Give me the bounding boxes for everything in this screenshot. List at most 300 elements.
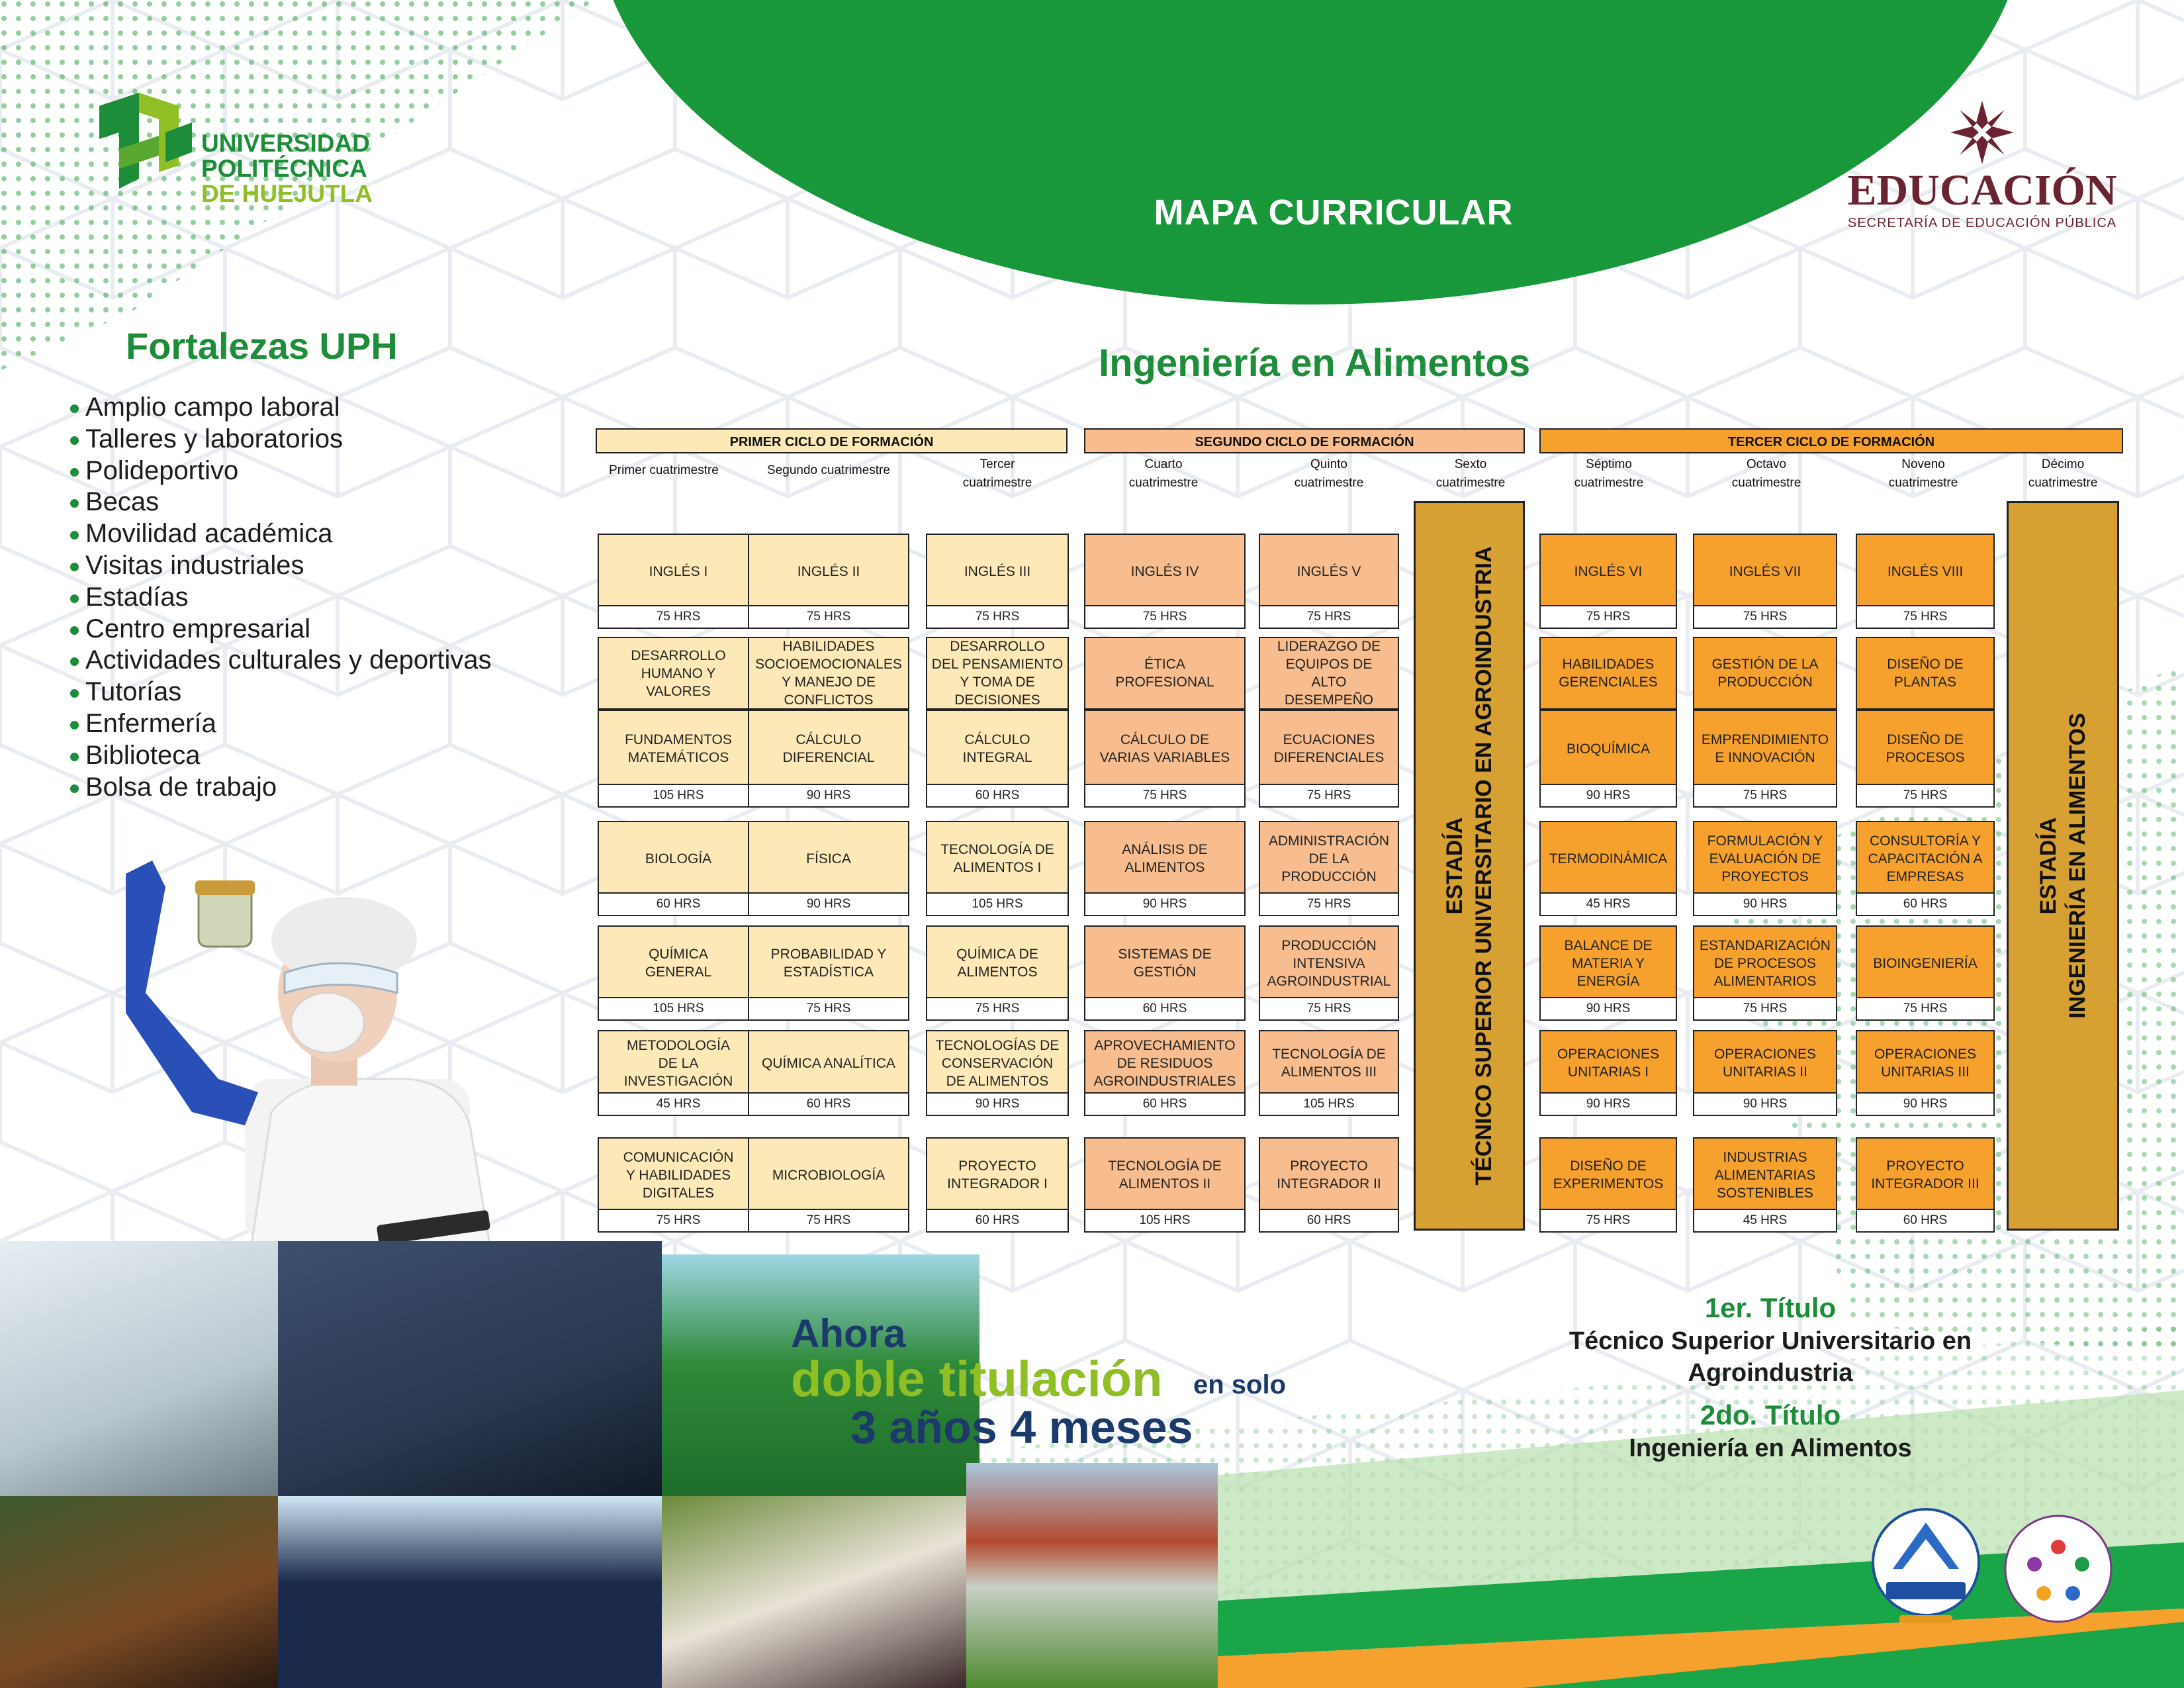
course-name-line: TECNOLOGÍA DE xyxy=(1108,1158,1222,1174)
bullet-icon xyxy=(70,468,79,477)
fortaleza-item xyxy=(70,677,492,708)
fortaleza-label: Biblioteca xyxy=(85,740,201,770)
course-name xyxy=(1085,1139,1244,1211)
course-cell xyxy=(926,637,1069,710)
course-cell xyxy=(1693,925,1837,1021)
term-header xyxy=(749,461,908,480)
course-name-line: DESARROLLO xyxy=(631,647,726,663)
sep-subtitle: SECRETARÍA DE EDUCACIÓN PÚBLICA xyxy=(1847,216,2117,230)
course-name-line: BALANCE DE xyxy=(1564,937,1653,953)
course-name-line: CAPACITACIÓN A xyxy=(1868,851,1983,867)
sep-logo xyxy=(1840,99,2124,238)
course-cell xyxy=(1539,821,1677,916)
cycle-header: PRIMER CICLO DE FORMACIÓN xyxy=(596,428,1068,453)
term-header-line: Octavo xyxy=(1746,457,1787,471)
course-name-line: BIOINGENIERÍA xyxy=(1873,955,1978,971)
course-name-line: CONSULTORÍA Y xyxy=(1869,833,1981,849)
course-name-line: CONFLICTOS xyxy=(784,692,874,708)
photo-building xyxy=(278,1496,662,1688)
course-name-line: ANÁLISIS DE xyxy=(1122,842,1208,857)
course-cell xyxy=(1856,1030,1995,1116)
fortaleza-item xyxy=(70,487,492,518)
fortaleza-label: Talleres y laboratorios xyxy=(85,424,343,453)
second-title-label: 2do. Título xyxy=(1700,1399,1841,1430)
course-name-line: CÁLCULO xyxy=(964,732,1030,747)
fortaleza-item xyxy=(70,455,492,487)
course-hours: 60 HRS xyxy=(927,784,1068,806)
scientist-illustration xyxy=(99,861,510,1244)
course-hours: 75 HRS xyxy=(1694,997,1836,1019)
course-name-line: INTEGRADOR II xyxy=(1277,1176,1381,1192)
course-cell xyxy=(1856,821,1995,916)
course-cell xyxy=(1693,1137,1837,1233)
course-name xyxy=(1857,711,1993,786)
first-title-name-1: Técnico Superior Universitario en xyxy=(1569,1327,1972,1355)
term-header xyxy=(1391,455,1550,492)
term-header xyxy=(918,455,1077,492)
course-name-line: SOCIOEMOCIONALES xyxy=(755,657,902,672)
course-cell xyxy=(748,821,909,916)
course-cell xyxy=(1084,821,1246,916)
course-name-line: PROCESOS xyxy=(1886,750,1965,765)
course-name-line: ALIMENTOS III xyxy=(1281,1064,1377,1080)
course-name xyxy=(749,1031,908,1095)
term-header-line: cuatrimestre xyxy=(1731,476,1801,490)
estadia-ingenieria-line: ESTADÍA xyxy=(2036,817,2061,915)
term-header-line: Tercer xyxy=(979,457,1015,471)
fortaleza-item xyxy=(70,518,492,550)
fortaleza-label: Polideportivo xyxy=(85,455,239,485)
course-name-line: UNITARIAS II xyxy=(1723,1064,1807,1080)
course-name xyxy=(1857,1139,1993,1211)
course-hours: 60 HRS xyxy=(1260,1209,1398,1231)
course-cell xyxy=(1084,637,1246,710)
term-header xyxy=(1687,455,1846,492)
estadia-ingenieria-text xyxy=(2034,713,2092,1019)
course-hours: 75 HRS xyxy=(1541,1209,1676,1231)
course-name xyxy=(1541,927,1676,1000)
course-hours: 60 HRS xyxy=(749,1092,908,1115)
course-name xyxy=(927,535,1068,608)
course-name xyxy=(1857,927,1993,1000)
fortaleza-label: Estadías xyxy=(85,582,189,612)
course-name xyxy=(927,1139,1068,1211)
course-cell xyxy=(1856,925,1995,1021)
course-name xyxy=(1694,1139,1836,1211)
estadia-tsu-line: ESTADÍA xyxy=(1442,817,1467,915)
university-name-line-1: UNIVERSIDAD xyxy=(201,130,370,157)
course-name xyxy=(1541,822,1676,895)
course-name-line: DIFERENCIALES xyxy=(1273,750,1385,765)
course-hours: 105 HRS xyxy=(599,784,758,806)
bullet-icon xyxy=(70,721,79,729)
course-name xyxy=(599,711,758,786)
promo-line-1: Ahora xyxy=(791,1311,906,1356)
course-name xyxy=(1541,711,1676,786)
course-name xyxy=(749,535,908,608)
course-cell xyxy=(1084,925,1246,1021)
course-name-line: FÍSICA xyxy=(806,851,851,867)
course-cell xyxy=(926,925,1069,1021)
course-name-line: INGLÉS II xyxy=(797,563,860,579)
course-cell xyxy=(1693,1030,1837,1116)
course-name-line: MATERIA Y xyxy=(1571,955,1645,971)
course-name-line: GENERAL xyxy=(645,964,712,980)
course-name xyxy=(1694,822,1836,895)
course-name-line: MATEMÁTICOS xyxy=(627,750,729,765)
course-name xyxy=(1694,1031,1836,1095)
course-cell xyxy=(1259,821,1399,916)
bullet-icon xyxy=(70,784,79,793)
course-name xyxy=(1694,638,1836,708)
estadia-tsu-text xyxy=(1440,546,1498,1185)
degree-titles xyxy=(1522,1291,2019,1464)
course-hours: 75 HRS xyxy=(1085,605,1244,628)
bullet-icon xyxy=(70,753,79,761)
course-cell xyxy=(1084,710,1246,808)
course-name xyxy=(927,1031,1068,1095)
fortaleza-item xyxy=(70,708,492,740)
course-name-line: INTEGRADOR III xyxy=(1871,1176,1979,1192)
course-name-line: ALIMENTARIAS xyxy=(1714,1167,1816,1183)
course-name-line: METODOLOGÍA xyxy=(627,1037,730,1053)
sep-word: EDUCACIÓN xyxy=(1847,166,2117,214)
term-header xyxy=(1529,455,1688,492)
course-name-line: PLANTAS xyxy=(1893,675,1957,690)
course-name xyxy=(1857,638,1993,708)
course-cell xyxy=(748,1137,909,1233)
term-header-line: cuatrimestre xyxy=(1435,476,1506,490)
course-name-line: PRODUCCIÓN xyxy=(1281,868,1377,884)
course-name-line: ÉTICA xyxy=(1144,657,1185,672)
course-name-line: ALIMENTARIOS xyxy=(1713,973,1817,989)
course-name-line: QUÍMICA ANALÍTICA xyxy=(762,1055,895,1071)
fortaleza-item xyxy=(70,614,492,645)
bullet-icon xyxy=(70,689,79,698)
course-name xyxy=(1541,535,1676,608)
course-hours: 90 HRS xyxy=(1694,892,1836,915)
photo-food-fair xyxy=(0,1496,278,1688)
course-cell xyxy=(598,821,759,916)
course-name xyxy=(1857,822,1993,895)
course-name xyxy=(927,638,1068,708)
course-name-line: DESEMPEÑO xyxy=(1284,692,1374,708)
course-name-line: APROVECHAMIENTO xyxy=(1094,1037,1236,1053)
course-name-line: ALIMENTOS xyxy=(1124,860,1205,875)
course-name xyxy=(927,927,1068,1000)
course-cell xyxy=(1259,534,1399,629)
fortalezas-list xyxy=(70,392,492,803)
course-name-line: CÁLCULO xyxy=(796,732,862,747)
course-hours: 90 HRS xyxy=(1857,1092,1993,1115)
course-cell xyxy=(1856,534,1995,629)
university-name-line-3: DE HUEJUTLA xyxy=(201,180,373,207)
course-hours: 60 HRS xyxy=(1085,997,1244,1019)
fortaleza-label: Bolsa de trabajo xyxy=(85,772,277,802)
course-name-line: INDUSTRIAS xyxy=(1723,1149,1807,1165)
course-hours: 105 HRS xyxy=(1260,1092,1398,1115)
fortaleza-item xyxy=(70,550,492,582)
course-cell xyxy=(598,710,759,808)
photo-students-group xyxy=(966,1463,1218,1688)
course-name xyxy=(599,638,758,708)
course-name xyxy=(927,711,1068,786)
course-name-line: CÁLCULO DE xyxy=(1120,732,1210,747)
term-header xyxy=(1250,455,1408,492)
estadia-ingenieria xyxy=(2007,501,2119,1231)
course-name-line: DE LA xyxy=(1308,851,1349,867)
page-title: MAPA CURRICULAR xyxy=(1154,193,1514,232)
term-header-line: cuatrimestre xyxy=(1574,476,1644,490)
photo-gym xyxy=(0,1241,278,1496)
term-header-line: Séptimo xyxy=(1586,457,1632,471)
course-name xyxy=(1085,638,1244,708)
course-cell xyxy=(598,1030,759,1116)
course-name-line: VARIAS VARIABLES xyxy=(1099,750,1230,765)
course-cell xyxy=(1693,534,1837,629)
course-name-line: BIOQUÍMICA xyxy=(1566,741,1650,757)
course-hours: 105 HRS xyxy=(927,892,1068,915)
course-name xyxy=(1857,535,1993,608)
course-hours: 75 HRS xyxy=(749,997,908,1019)
course-name-line: DISEÑO DE xyxy=(1570,1158,1647,1174)
course-hours: 90 HRS xyxy=(927,1092,1068,1115)
course-cell xyxy=(1539,710,1677,808)
course-cell xyxy=(1856,710,1995,808)
bullet-icon xyxy=(70,404,79,413)
course-name-line: Y TOMA DE xyxy=(960,675,1035,690)
photo-library xyxy=(662,1496,966,1688)
course-hours: 75 HRS xyxy=(1541,605,1676,628)
term-header xyxy=(584,461,743,480)
course-cell xyxy=(1259,925,1399,1021)
course-name-line: GESTIÓN xyxy=(1133,964,1197,980)
term-header xyxy=(1084,455,1243,492)
course-hours: 75 HRS xyxy=(1694,605,1836,628)
course-name-line: INGLÉS IV xyxy=(1130,563,1199,579)
course-cell xyxy=(1539,1030,1677,1116)
course-hours: 90 HRS xyxy=(1694,1092,1836,1115)
course-name xyxy=(1260,1031,1398,1095)
promo-line-2: doble titulación xyxy=(791,1351,1163,1407)
term-header-line: Segundo cuatrimestre xyxy=(767,463,890,477)
bullet-icon xyxy=(70,626,79,635)
fortaleza-item xyxy=(70,424,492,455)
fortaleza-label: Movilidad académica xyxy=(85,519,333,549)
course-cell xyxy=(598,1137,759,1233)
course-name xyxy=(599,1031,758,1095)
course-name-line: PROYECTO xyxy=(1886,1158,1964,1174)
course-name-line: HUMANO Y xyxy=(641,665,716,681)
course-hours: 75 HRS xyxy=(1260,605,1398,628)
course-name-line: VALORES xyxy=(646,683,711,699)
course-name xyxy=(599,927,758,1000)
course-hours: 105 HRS xyxy=(1085,1209,1244,1231)
course-name-line: EMPRESAS xyxy=(1886,868,1964,884)
course-name-line: INGLÉS I xyxy=(649,563,708,579)
course-name xyxy=(1541,1139,1676,1211)
course-hours: 75 HRS xyxy=(749,1209,908,1231)
course-cell xyxy=(748,1030,909,1116)
course-name-line: UNITARIAS III xyxy=(1881,1064,1970,1080)
term-header-line: cuatrimestre xyxy=(962,476,1032,490)
course-cell xyxy=(1693,821,1837,916)
course-name xyxy=(1694,711,1836,786)
course-name-line: INVESTIGACIÓN xyxy=(623,1073,733,1089)
equality-seal xyxy=(1999,1509,2118,1628)
course-name-line: PROFESIONAL xyxy=(1115,675,1214,690)
course-cell xyxy=(1539,1137,1677,1233)
course-name-line: ALIMENTOS II xyxy=(1118,1176,1211,1192)
course-cell xyxy=(926,534,1069,629)
course-hours: 45 HRS xyxy=(1541,892,1676,915)
first-title-name-2: Agroindustria xyxy=(1688,1359,1853,1387)
course-hours: 90 HRS xyxy=(749,892,908,915)
course-name-line: GESTIÓN DE LA xyxy=(1711,657,1819,672)
course-name xyxy=(1541,1031,1676,1095)
fortaleza-label: Visitas industriales xyxy=(85,550,304,580)
university-name-line-2: POLITÉCNICA xyxy=(201,155,367,182)
course-name-line: E INNOVACIÓN xyxy=(1715,750,1815,765)
course-hours: 75 HRS xyxy=(1857,784,1993,806)
bullet-icon xyxy=(70,436,79,445)
course-cell xyxy=(1259,1137,1399,1233)
course-name-line: AGROINDUSTRIAL xyxy=(1267,973,1391,989)
course-hours: 75 HRS xyxy=(1260,892,1398,915)
course-name-line: DE ALIMENTOS xyxy=(946,1073,1049,1089)
course-hours: 75 HRS xyxy=(599,1209,758,1231)
course-name-line: UNITARIAS I xyxy=(1567,1064,1649,1080)
course-cell xyxy=(1084,1030,1246,1116)
term-header-line: Quinto xyxy=(1310,457,1347,471)
promo-line-3: 3 años 4 meses xyxy=(850,1401,1193,1453)
course-name-line: HABILIDADES xyxy=(782,639,875,654)
course-name-line: OPERACIONES xyxy=(1874,1047,1977,1062)
bullet-icon xyxy=(70,594,79,603)
course-cell xyxy=(748,710,909,808)
course-name-line: PROBABILIDAD Y xyxy=(770,947,887,962)
course-name-line: DE RESIDUOS xyxy=(1116,1055,1213,1071)
course-cell xyxy=(1856,637,1995,710)
course-hours: 60 HRS xyxy=(1857,1209,1993,1231)
course-name-line: HABILIDADES xyxy=(1562,657,1655,672)
course-name-line: PROYECTO xyxy=(958,1158,1036,1174)
course-name-line: TECNOLOGÍAS DE xyxy=(935,1037,1060,1053)
course-hours: 75 HRS xyxy=(749,605,908,628)
term-header-line: Noveno xyxy=(1901,457,1945,471)
course-name xyxy=(1085,711,1244,786)
course-name xyxy=(1085,927,1244,1000)
course-name-line: GERENCIALES xyxy=(1559,675,1658,690)
course-name-line: INGLÉS III xyxy=(964,563,1031,579)
course-name xyxy=(1260,711,1398,786)
course-cell xyxy=(926,1030,1069,1116)
estadia-tsu-line: TÉCNICO SUPERIOR UNIVERSITARIO EN AGROINDUSTRIA xyxy=(1471,546,1496,1186)
course-cell xyxy=(1856,1137,1995,1233)
fortalezas-title: Fortalezas UPH xyxy=(126,325,398,367)
course-cell xyxy=(748,534,909,629)
bullet-icon xyxy=(70,563,79,571)
course-cell xyxy=(748,637,909,710)
course-hours: 75 HRS xyxy=(927,997,1068,1019)
course-name xyxy=(927,822,1068,895)
course-hours: 75 HRS xyxy=(599,605,758,628)
course-name-line: QUÍMICA xyxy=(649,947,708,962)
course-name-line: PROYECTOS xyxy=(1721,868,1809,884)
course-name-line: DE LA xyxy=(658,1055,699,1071)
course-name-line: OPERACIONES xyxy=(1713,1047,1817,1062)
course-name-line: SOSTENIBLES xyxy=(1717,1185,1813,1201)
course-name-line: ENERGÍA xyxy=(1576,973,1640,989)
fortaleza-item xyxy=(70,645,492,677)
course-name xyxy=(1694,927,1836,1000)
course-name xyxy=(1085,535,1244,608)
term-header-line: Sexto xyxy=(1454,457,1487,471)
course-name-line: INTENSIVA xyxy=(1293,955,1365,971)
course-name-line: EMPRENDIMIENTO xyxy=(1701,732,1829,747)
course-hours: 75 HRS xyxy=(927,605,1068,628)
second-title-name: Ingeniería en Alimentos xyxy=(1629,1434,1912,1462)
course-name-line: MICROBIOLOGÍA xyxy=(772,1167,886,1183)
first-title-label: 1er. Título xyxy=(1704,1292,1837,1323)
course-cell xyxy=(926,1137,1069,1233)
course-name-line: DIGITALES xyxy=(642,1185,715,1201)
bullet-icon xyxy=(70,531,79,539)
course-name xyxy=(599,1139,758,1211)
course-hours: 90 HRS xyxy=(1085,892,1244,915)
course-name-line: DISEÑO DE xyxy=(1887,657,1964,672)
estadia-ingenieria-line: INGENIERÍA EN ALIMENTOS xyxy=(2065,713,2090,1019)
term-header-line: Décimo xyxy=(2041,457,2085,471)
course-name-line: CONSERVACIÓN xyxy=(941,1055,1054,1071)
course-cell xyxy=(926,821,1069,916)
course-name xyxy=(599,535,758,608)
course-name xyxy=(1260,535,1398,608)
course-name-line: PROYECTO xyxy=(1290,1158,1368,1174)
course-name-line: DIFERENCIAL xyxy=(782,750,875,765)
course-hours: 75 HRS xyxy=(1260,784,1398,806)
promo-line-2b: en solo xyxy=(1193,1370,1287,1399)
term-header-line: Primer cuatrimestre xyxy=(609,463,719,477)
course-name-line: PRODUCCIÓN xyxy=(1281,937,1377,953)
course-cell xyxy=(748,925,909,1021)
course-hours: 45 HRS xyxy=(1694,1209,1836,1231)
course-cell xyxy=(1693,710,1837,808)
course-hours: 60 HRS xyxy=(1085,1092,1244,1115)
course-name-line: AGROINDUSTRIALES xyxy=(1093,1073,1236,1089)
fortaleza-label: Tutorías xyxy=(85,677,182,707)
course-hours: 75 HRS xyxy=(1857,605,1993,628)
career-title: Ingeniería en Alimentos xyxy=(1099,342,1531,385)
cycle-header: TERCER CICLO DE FORMACIÓN xyxy=(1539,428,2123,453)
photo-computer-lab xyxy=(278,1241,662,1496)
course-name-line: DESARROLLO xyxy=(950,639,1045,654)
course-name xyxy=(749,638,908,708)
course-hours: 60 HRS xyxy=(599,892,758,915)
course-name-line: PRODUCCIÓN xyxy=(1717,675,1813,690)
course-cell xyxy=(1259,637,1399,710)
university-logo xyxy=(93,93,397,205)
course-name-line: ECUACIONES xyxy=(1283,732,1375,747)
course-name-line: DE PROCESOS xyxy=(1713,955,1817,971)
course-name-line: ALIMENTOS xyxy=(957,964,1038,980)
qaliance-seal xyxy=(1866,1503,1985,1635)
course-name-line: TERMODINÁMICA xyxy=(1549,851,1668,867)
course-name-line: ALTO xyxy=(1311,675,1347,690)
term-header-line: cuatrimestre xyxy=(2028,476,2098,490)
course-hours: 75 HRS xyxy=(1260,997,1398,1019)
campus-photo-collage xyxy=(0,1241,979,1688)
